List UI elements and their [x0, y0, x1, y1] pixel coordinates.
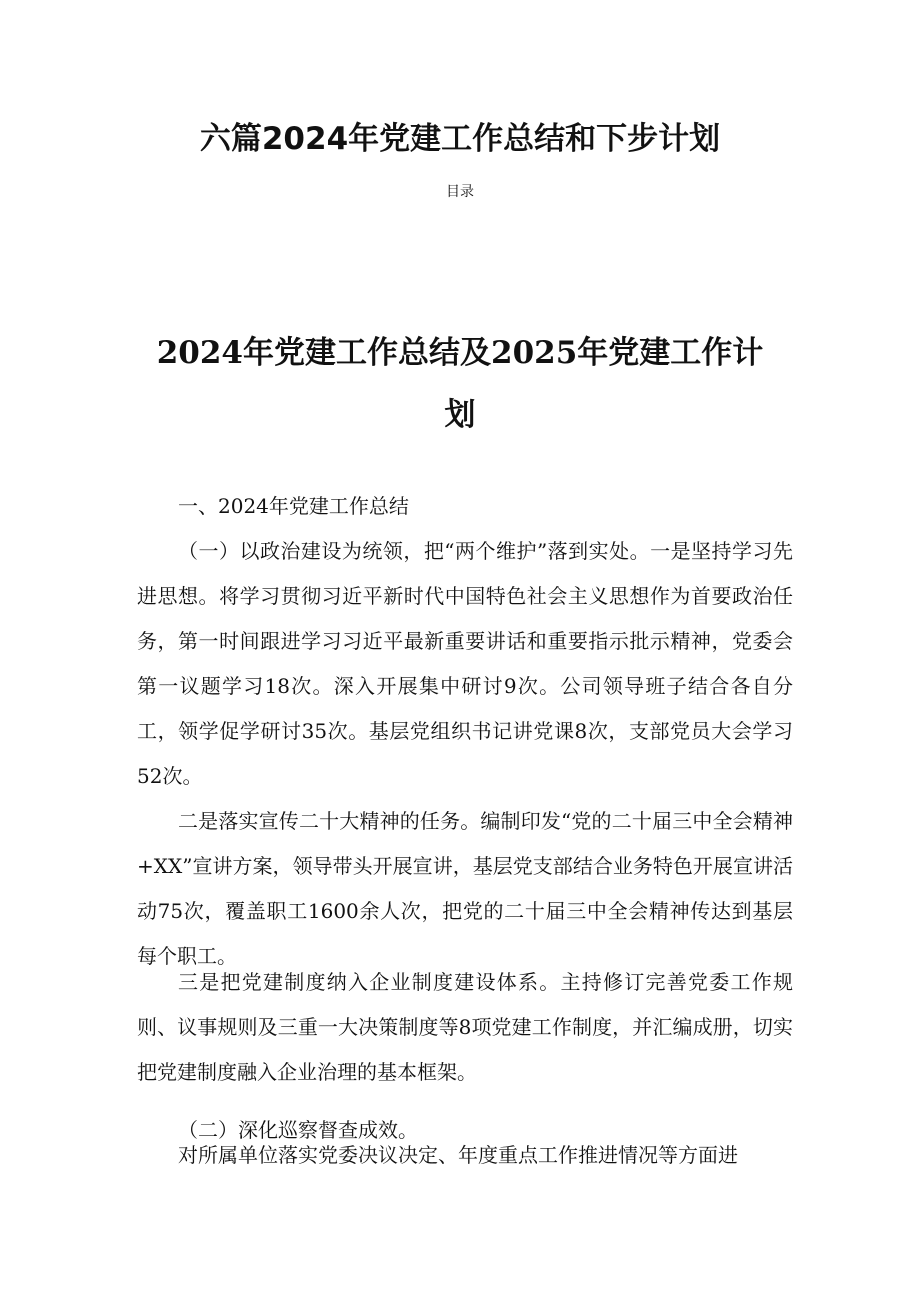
paragraph-inspection: 对所属单位落实党委决议决定、年度重点工作推进情况等方面进 [178, 1143, 738, 1167]
paragraph-party-system: 三是把党建制度纳入企业制度建设体系。主持修订完善党委工作规则、议事规则及三重一大决策制度等8项党建工作制度，并汇编成册，切实把党建制度融入企业治理的基本框架。 [137, 970, 793, 1084]
paragraph-propaganda: 二是落实宣传二十大精神的任务。编制印发“党的二十届三中全会精神+XX”宣讲方案，领导带头开展宣讲，基层党支部结合业务特色开展宣讲活动75次，覆盖职工1600余人次，把党的二十届三中全会精神传达到基层每个职工。 [137, 809, 793, 968]
paragraph-political-building: （一）以政治建设为统领，把“两个维护”落到实处。一是坚持学习先进思想。将学习贯彻习近平新时代中国特色社会主义思想作为首要政治任务，第一时间跟进学习习近平最新重要讲话和重要指示批示精神，党委会第一议题学习18次。深入开展集中研讨9次。公司领导班子结合各自分工，领学促学研讨35次。基层党组织书记讲党课8次，支部党员大会学习52次。 [137, 539, 793, 788]
section-title: 2024年党建工作总结及2025年党建工作计划 [156, 335, 764, 433]
toc-label: 目录 [446, 184, 474, 200]
heading-summary: 一、2024年党建工作总结 [178, 494, 409, 518]
document-title: 六篇2024年党建工作总结和下步计划 [199, 121, 721, 157]
heading-inspection: （二）深化巡察督查成效。 [178, 1118, 418, 1142]
